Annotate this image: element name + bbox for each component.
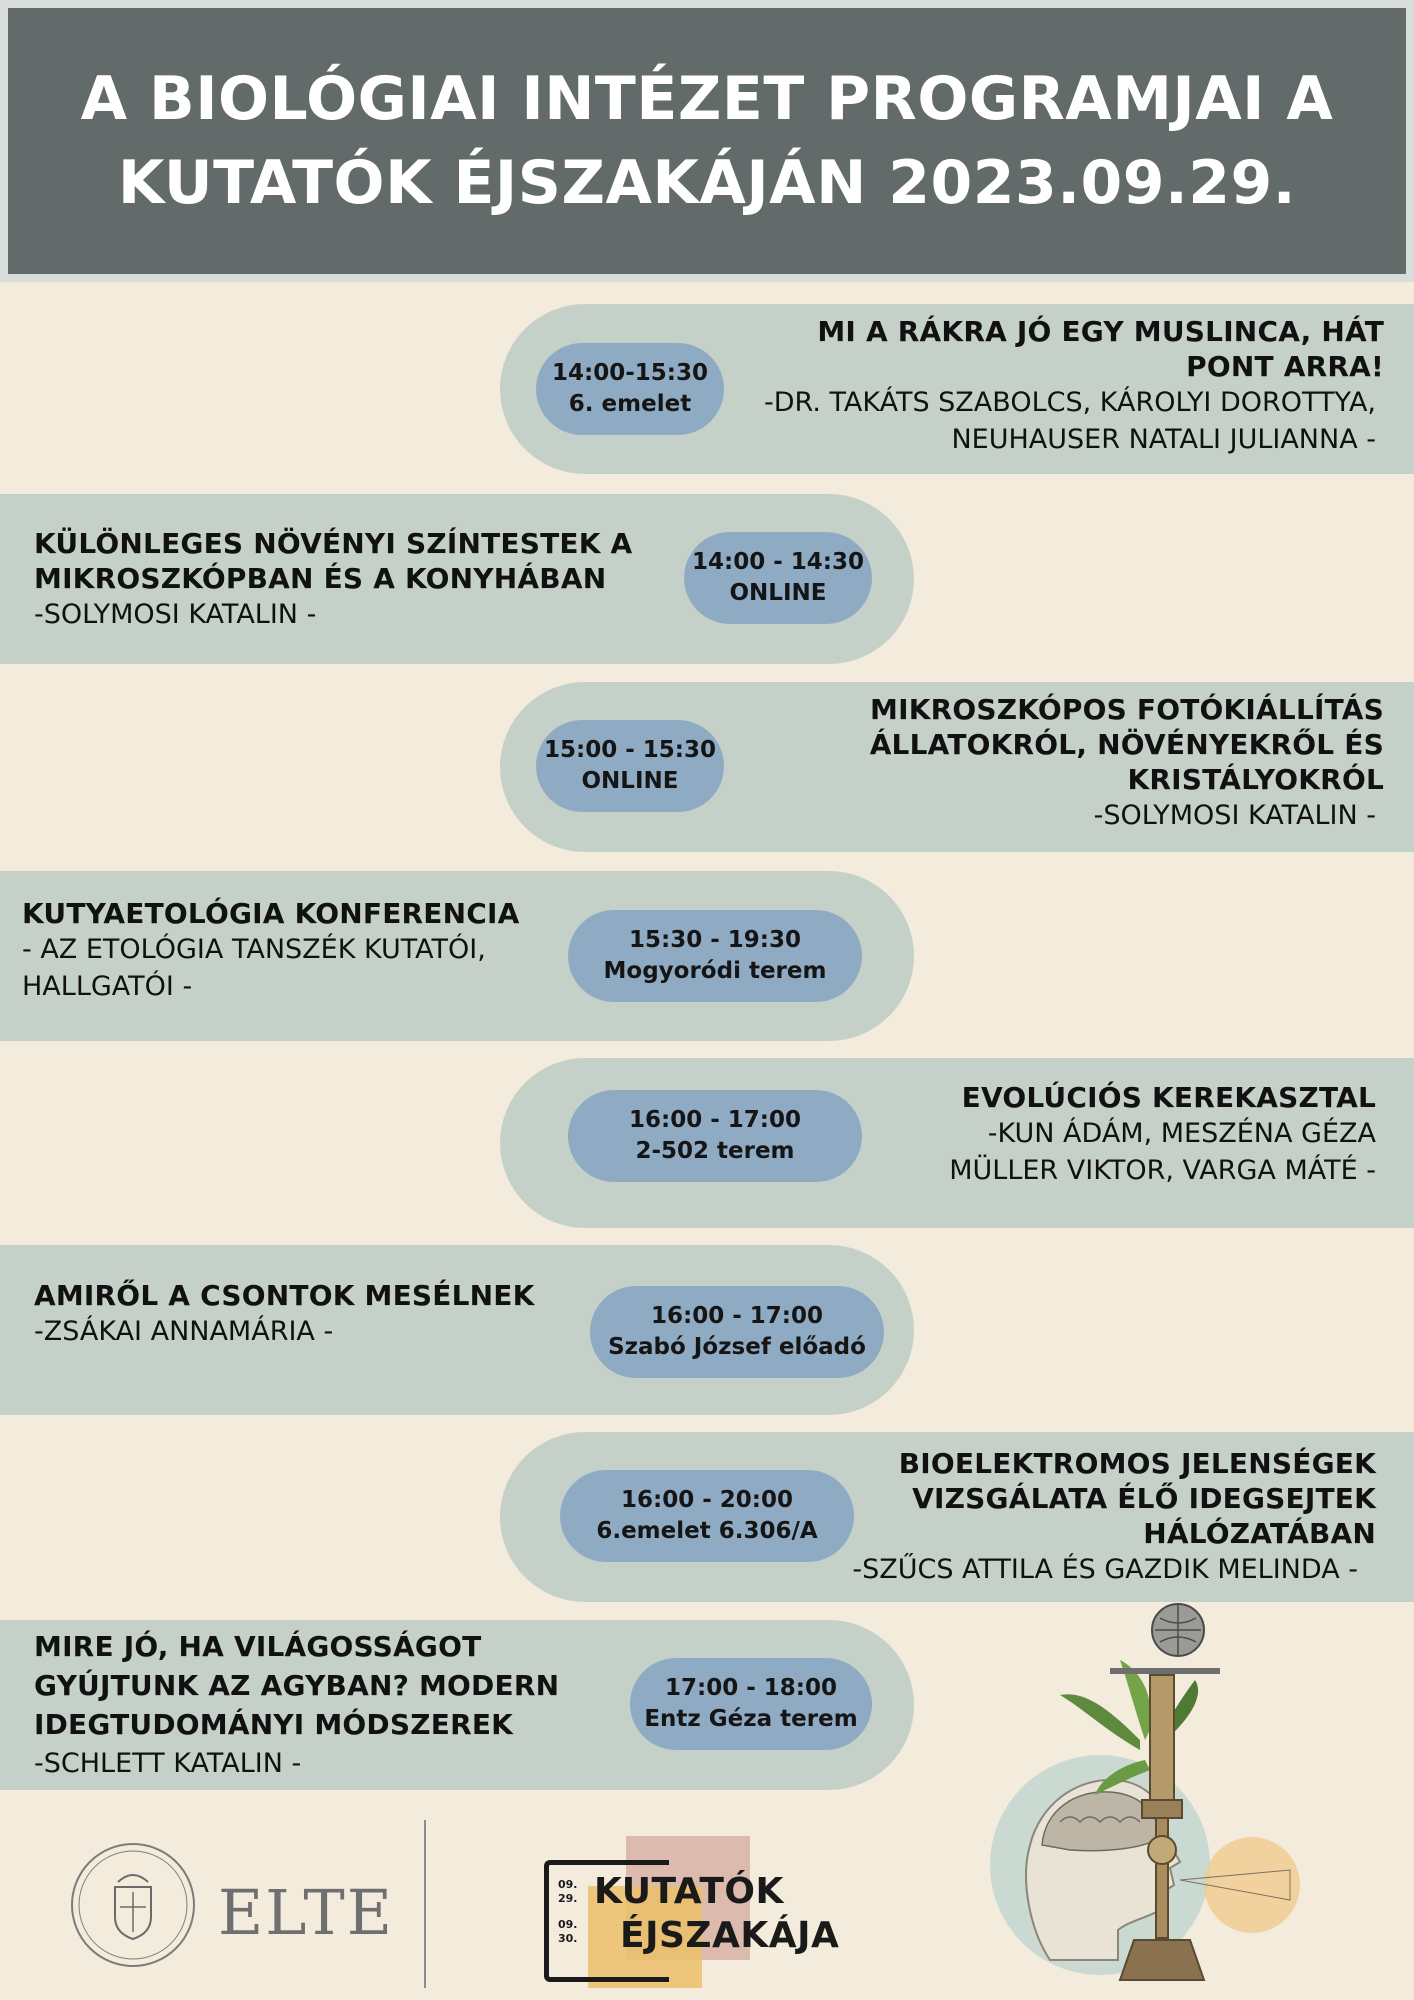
event-5-time-pill bbox=[568, 1090, 862, 1182]
event-8-place: Entz Géza terem bbox=[644, 1706, 858, 1732]
event-2-title: KÜLÖNLEGES NÖVÉNYI SZÍNTESTEK A MIKROSZKÓPBAN ÉS A KONYHÁBAN bbox=[34, 527, 633, 595]
event-5-title: EVOLÚCIÓS KEREKASZTAL bbox=[961, 1081, 1376, 1114]
event-8-time-pill bbox=[630, 1658, 872, 1750]
ke-logo-line-1: KUTATÓK bbox=[594, 1871, 784, 1912]
event-5-speakers: -KUN ÁDÁM, MESZÉNA GÉZA MÜLLER VIKTOR, VARGA MÁTÉ - bbox=[949, 1118, 1376, 1186]
event-8-time: 17:00 - 18:00 bbox=[665, 1675, 837, 1701]
event-1-place: 6. emelet bbox=[568, 391, 692, 417]
event-2-speakers: -SOLYMOSI KATALIN - bbox=[34, 599, 317, 630]
event-5-text bbox=[896, 1080, 1376, 1189]
event-6-time: 16:00 - 17:00 bbox=[651, 1303, 823, 1329]
event-3-speakers: -SOLYMOSI KATALIN - bbox=[1093, 800, 1376, 831]
event-4-title: KUTYAETOLÓGIA KONFERENCIA bbox=[22, 897, 520, 930]
event-1-time: 14:00-15:30 bbox=[552, 360, 708, 386]
event-7-text bbox=[896, 1446, 1376, 1551]
event-6-title: AMIRŐL A CSONTOK MESÉLNEK bbox=[34, 1279, 535, 1312]
event-3-time-pill bbox=[536, 720, 724, 812]
event-4-speakers: - AZ ETOLÓGIA TANSZÉK KUTATÓI, HALLGATÓI - bbox=[22, 934, 486, 1002]
ke-date-4: 30. bbox=[558, 1932, 578, 1945]
event-7-place: 6.emelet 6.306/A bbox=[596, 1518, 818, 1544]
event-2-place: ONLINE bbox=[729, 580, 827, 606]
microscope-tube-icon bbox=[1150, 1675, 1174, 1805]
event-2-time-pill bbox=[684, 532, 872, 624]
event-3-title: MIKROSZKÓPOS FOTÓKIÁLLÍTÁS ÁLLATOKRÓL, NÖVÉNYEKRŐL ÉS KRISTÁLYOKRÓL bbox=[869, 693, 1384, 796]
event-1-text bbox=[744, 314, 1384, 458]
footer bbox=[0, 1800, 1414, 2000]
event-8-text bbox=[34, 1627, 594, 1782]
footer-divider bbox=[424, 1820, 426, 1988]
header bbox=[0, 0, 1414, 282]
ke-logo-text bbox=[594, 1870, 839, 1958]
event-5-place: 2-502 terem bbox=[635, 1138, 795, 1164]
ke-logo-dates bbox=[558, 1878, 578, 1946]
event-1-speakers: -DR. TAKÁTS SZABOLCS, KÁROLYI DOROTTYA, NEUHAUSER NATALI JULIANNA - bbox=[763, 387, 1376, 455]
page-title-line-2: KUTATÓK ÉJSZAKÁJÁN 2023.09.29. bbox=[117, 148, 1297, 218]
ke-date-3: 09. bbox=[558, 1918, 578, 1931]
page-title bbox=[47, 57, 1367, 225]
event-4-text bbox=[22, 896, 542, 1005]
event-4-place: Mogyoródi terem bbox=[603, 958, 827, 984]
event-6-time-pill bbox=[590, 1286, 884, 1378]
event-3-place: ONLINE bbox=[581, 768, 679, 794]
event-7-speaker-line bbox=[758, 1551, 1358, 1588]
event-8-title: MIRE JÓ, HA VILÁGOSSÁGOT GYÚJTUNK AZ AGYBAN? MODERN IDEGTUDOMÁNYI MÓDSZEREK bbox=[34, 1630, 560, 1741]
event-1-time-pill bbox=[536, 343, 724, 435]
ke-date-1: 09. bbox=[558, 1878, 578, 1891]
page-title-line-1: A BIOLÓGIAI INTÉZET PROGRAMJAI A bbox=[80, 64, 1334, 134]
event-3-text bbox=[864, 692, 1384, 834]
event-4-time-pill bbox=[568, 910, 862, 1002]
event-1-title: MI A RÁKRA JÓ EGY MUSLINCA, HÁT PONT ARRA! bbox=[817, 315, 1384, 383]
event-4-time: 15:30 - 19:30 bbox=[629, 927, 801, 953]
ke-date-2: 29. bbox=[558, 1892, 578, 1905]
ke-logo-line-2: ÉJSZAKÁJA bbox=[620, 1915, 840, 1956]
event-2-text bbox=[34, 526, 634, 633]
event-2-time: 14:00 - 14:30 bbox=[692, 549, 864, 575]
event-7-time-pill bbox=[560, 1470, 854, 1562]
elte-logo-text: ELTE bbox=[218, 1876, 394, 1949]
event-3-time: 15:00 - 15:30 bbox=[544, 737, 716, 763]
leaf-icon bbox=[1060, 1694, 1140, 1750]
event-5-time: 16:00 - 17:00 bbox=[629, 1107, 801, 1133]
event-6-place: Szabó József előadó bbox=[608, 1334, 866, 1360]
event-7-title: BIOELEKTROMOS JELENSÉGEK VIZSGÁLATA ÉLŐ IDEGSEJTEK HÁLÓZATÁBAN bbox=[898, 1447, 1376, 1550]
event-6-text bbox=[34, 1278, 574, 1350]
header-banner bbox=[8, 8, 1406, 274]
event-6-speakers: -ZSÁKAI ANNAMÁRIA - bbox=[34, 1316, 334, 1347]
elte-seal-icon bbox=[70, 1842, 196, 1968]
pencil-icon bbox=[1110, 1668, 1220, 1674]
event-7-speakers: -SZŰCS ATTILA ÉS GAZDIK MELINDA - bbox=[852, 1554, 1358, 1585]
event-7-time: 16:00 - 20:00 bbox=[621, 1487, 793, 1513]
event-8-speakers: -SCHLETT KATALIN - bbox=[34, 1748, 302, 1779]
